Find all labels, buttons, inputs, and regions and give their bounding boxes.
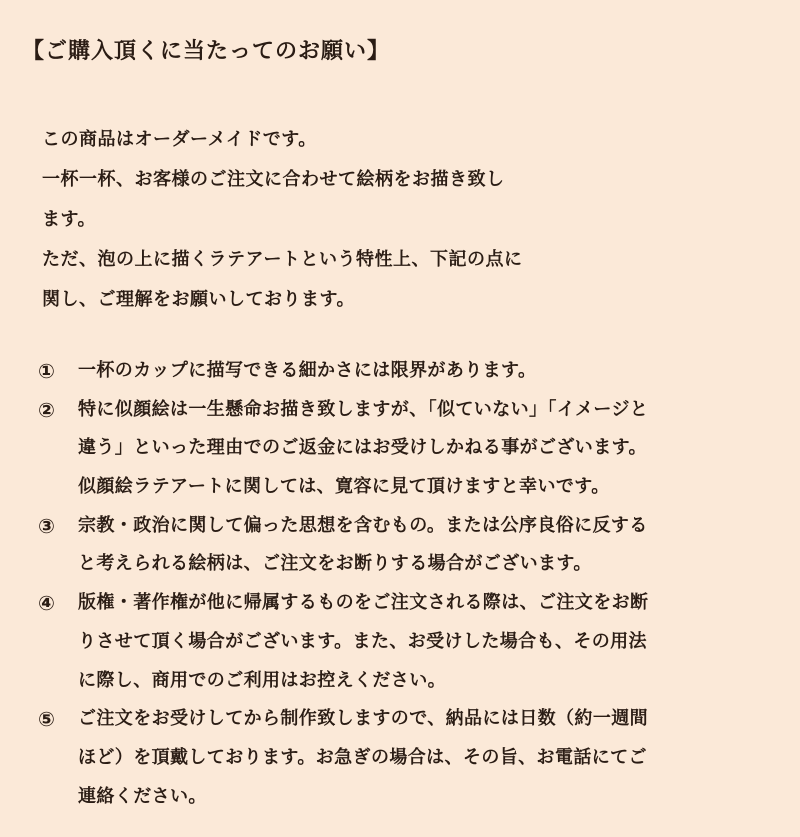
intro-line: 一杯一杯、お客様のご注文に合わせて絵柄をお描き致し <box>42 169 505 190</box>
item-number: ① <box>38 359 55 383</box>
notice-list <box>38 352 788 816</box>
list-item <box>38 391 788 507</box>
list-item <box>38 507 788 584</box>
item-line: と考えられる絵柄は、ご注文をお断りする場合がございます。 <box>78 553 592 575</box>
item-line: 似顔絵ラテアートに関しては、寛容に見て頂けますと幸いです。 <box>78 476 610 498</box>
intro-line: ます。 <box>42 209 97 230</box>
page-title: 【ご購入頂くに当たってのお願い】 <box>22 39 391 64</box>
item-line: ほど）を頂戴しております。お急ぎの場合は、その旨、お電話にてご <box>78 746 647 768</box>
list-item <box>38 700 788 816</box>
intro-line: ただ、泡の上に描くラテアートという特性上、下記の点に <box>42 249 523 270</box>
item-line: 版権・著作権が他に帰属するものをご注文される際は、ご注文をお断 <box>78 592 649 614</box>
item-number: ⑤ <box>38 707 55 732</box>
item-line: 特に似顔絵は一生懸命お描き致しますが、「似ていない」「イメージと <box>78 398 649 420</box>
item-line: に際し、商用でのご利用はお控えください。 <box>78 669 446 691</box>
item-number: ④ <box>38 591 55 616</box>
item-line: 宗教・政治に関して偏った思想を含むもの。または公序良俗に反する <box>78 514 648 536</box>
item-line: 連絡ください。 <box>78 785 207 807</box>
item-line: 違う」といった理由でのご返金にはお受けしかねる事がございます。 <box>78 437 647 459</box>
list-item <box>38 352 788 391</box>
item-line: ご注文をお受けしてから制作致しますので、納品には日数（約一週間 <box>78 708 649 730</box>
item-number: ③ <box>38 513 55 538</box>
item-number: ② <box>38 397 55 422</box>
intro-line: 関し、ご理解をお願いしております。 <box>42 289 356 310</box>
intro-line: この商品はオーダーメイドです。 <box>42 129 317 150</box>
list-item <box>38 584 788 700</box>
item-line: りさせて頂く場合がございます。また、お受けした場合も、その用法 <box>78 630 647 652</box>
item-line: 一杯のカップに描写できる細かさには限界があります。 <box>78 360 537 381</box>
intro-paragraph <box>42 120 762 320</box>
